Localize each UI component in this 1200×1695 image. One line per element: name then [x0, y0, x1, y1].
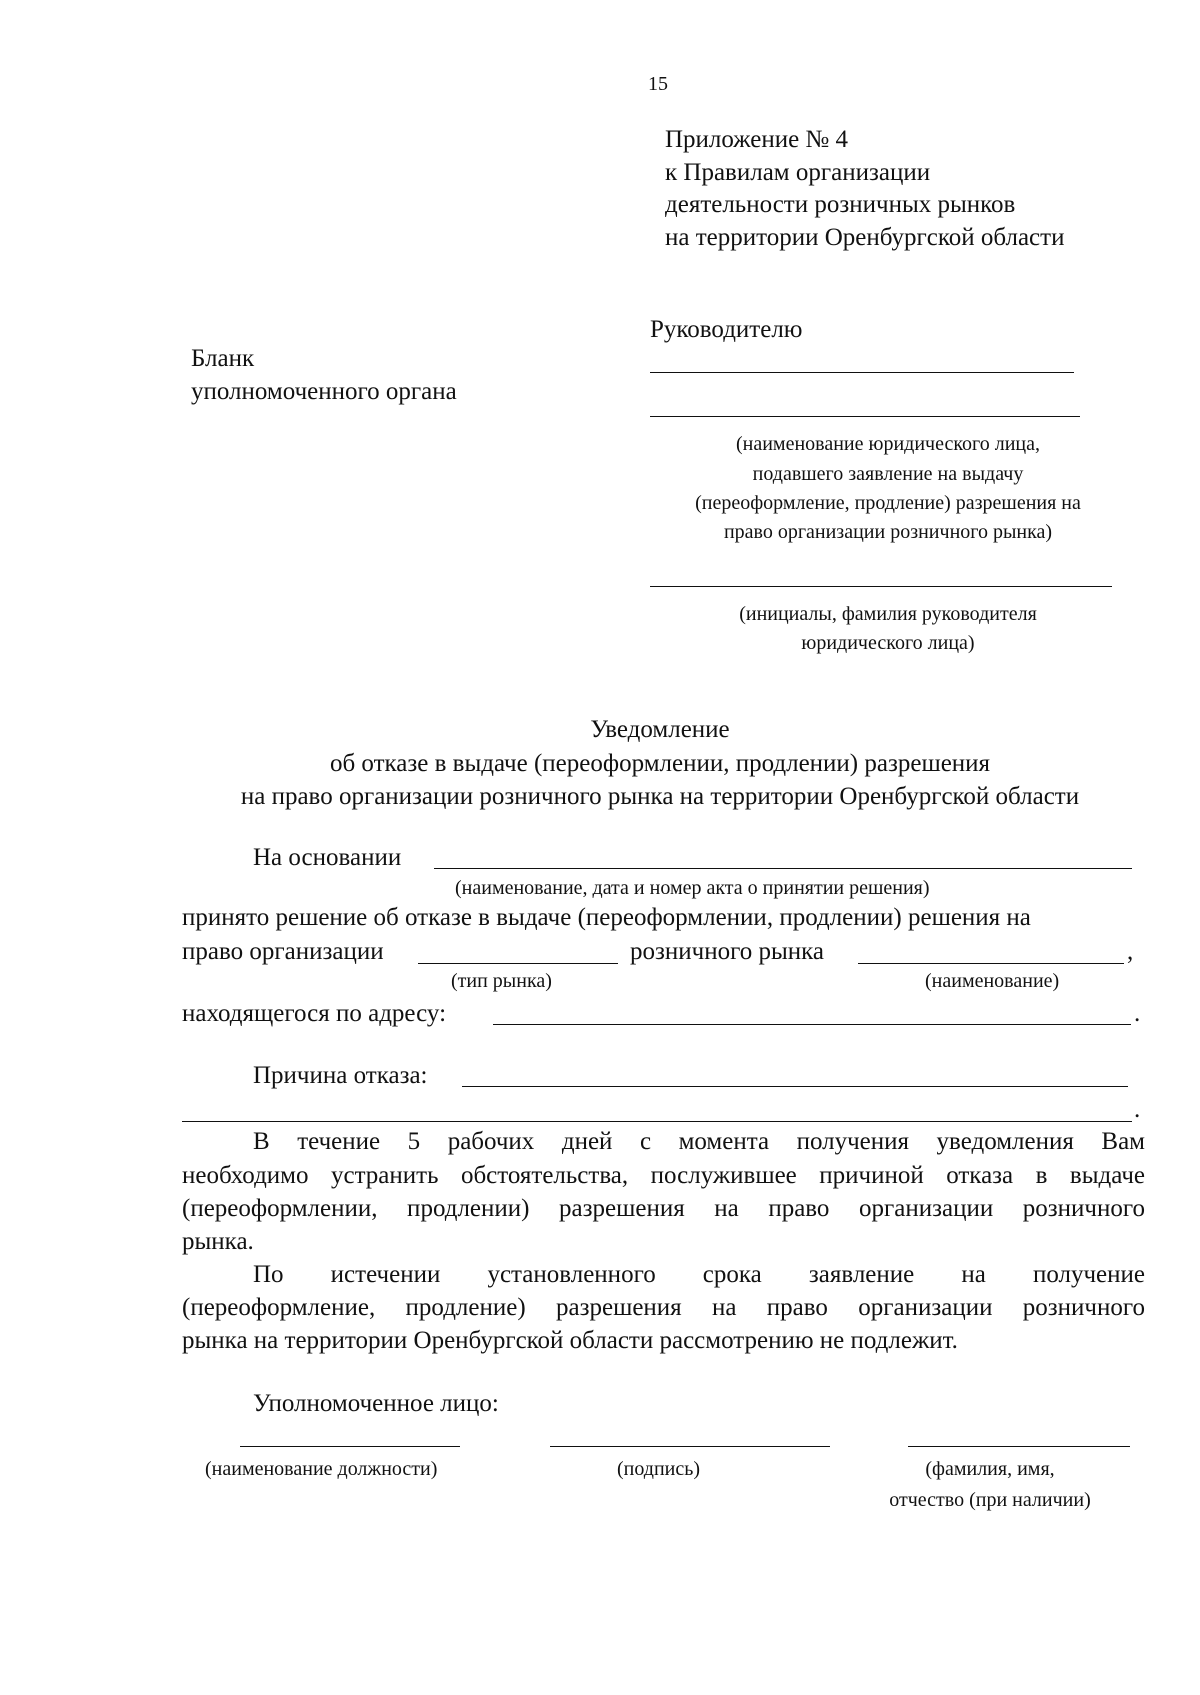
blank-line: [858, 963, 1124, 964]
field-note: (наименование, дата и номер акта о принятии решения): [455, 877, 930, 899]
field-note: юридического лица): [801, 632, 975, 654]
address-label: находящегося по адресу:: [182, 1000, 447, 1027]
addressee-title: Руководителю: [650, 316, 803, 343]
heading-subtitle: на право организации розничного рынка на территории Оренбургской области: [240, 783, 1080, 810]
paragraph-line: рынка на территории Оренбургской области рассмотрению не подлежит.: [182, 1327, 958, 1354]
field-note: право организации розничного рынка): [723, 521, 1053, 543]
reason-label: Причина отказа:: [253, 1062, 428, 1089]
blank-line: [493, 1024, 1131, 1025]
paragraph-line: В течение 5 рабочих дней с момента получения уведомления Вам: [253, 1128, 1145, 1155]
blank-line: [434, 868, 1132, 869]
market-label: розничного рынка: [630, 938, 825, 965]
appendix-line: на территории Оренбургской области: [665, 224, 1065, 251]
blank-line: [462, 1086, 1128, 1087]
blank-line: [418, 963, 618, 964]
appendix-line: Приложение № 4: [665, 126, 849, 153]
letterhead-line: уполномоченного органа: [191, 378, 457, 405]
paragraph-line: (переоформление, продление) разрешения на право организации розничного: [182, 1294, 1145, 1321]
paragraph-line: необходимо устранить обстоятельства, послужившее причиной отказа в выдаче: [182, 1162, 1145, 1189]
field-note: (подпись): [617, 1458, 701, 1480]
field-note: (наименование юридического лица,: [735, 433, 1041, 455]
punctuation: .: [1134, 1096, 1141, 1123]
blank-line: [240, 1446, 460, 1447]
field-note: (наименование): [925, 970, 1060, 992]
letterhead-line: Бланк: [191, 345, 255, 372]
field-note: (наименование должности): [205, 1458, 438, 1480]
blank-line: [908, 1446, 1130, 1447]
signatory-label: Уполномоченное лицо:: [253, 1390, 499, 1417]
field-note: (тип рынка): [451, 970, 552, 992]
paragraph-line: По истечении установленного срока заявление на получение: [253, 1261, 1145, 1288]
heading-title: Уведомление: [590, 716, 730, 743]
body-line: принято решение об отказе в выдаче (переоформлении, продлении) решения на: [182, 904, 1031, 931]
blank-line: [182, 1121, 1132, 1122]
paragraph-line: рынка.: [182, 1228, 254, 1255]
basis-label: На основании: [253, 844, 402, 871]
blank-line: [550, 1446, 830, 1447]
punctuation: .: [1134, 1000, 1141, 1027]
field-note: подавшего заявление на выдачу: [752, 463, 1024, 485]
appendix-line: к Правилам организации: [665, 159, 931, 186]
field-note: отчество (при наличии): [889, 1489, 1091, 1511]
page-number: 15: [648, 73, 668, 95]
field-note: (инициалы, фамилия руководителя: [739, 603, 1037, 625]
paragraph-line: (переоформлении, продлении) разрешения на право организации розничного: [182, 1195, 1145, 1222]
appendix-line: деятельности розничных рынков: [665, 191, 1016, 218]
org-label: право организации: [182, 938, 384, 965]
blank-line: [650, 372, 1074, 373]
field-note: (переоформление, продление) разрешения на: [695, 492, 1081, 514]
blank-line: [650, 586, 1112, 587]
field-note: (фамилия, имя,: [925, 1458, 1055, 1480]
blank-line: [650, 416, 1080, 417]
punctuation: ,: [1127, 938, 1134, 965]
heading-subtitle: об отказе в выдаче (переоформлении, продлении) разрешения: [329, 750, 991, 777]
